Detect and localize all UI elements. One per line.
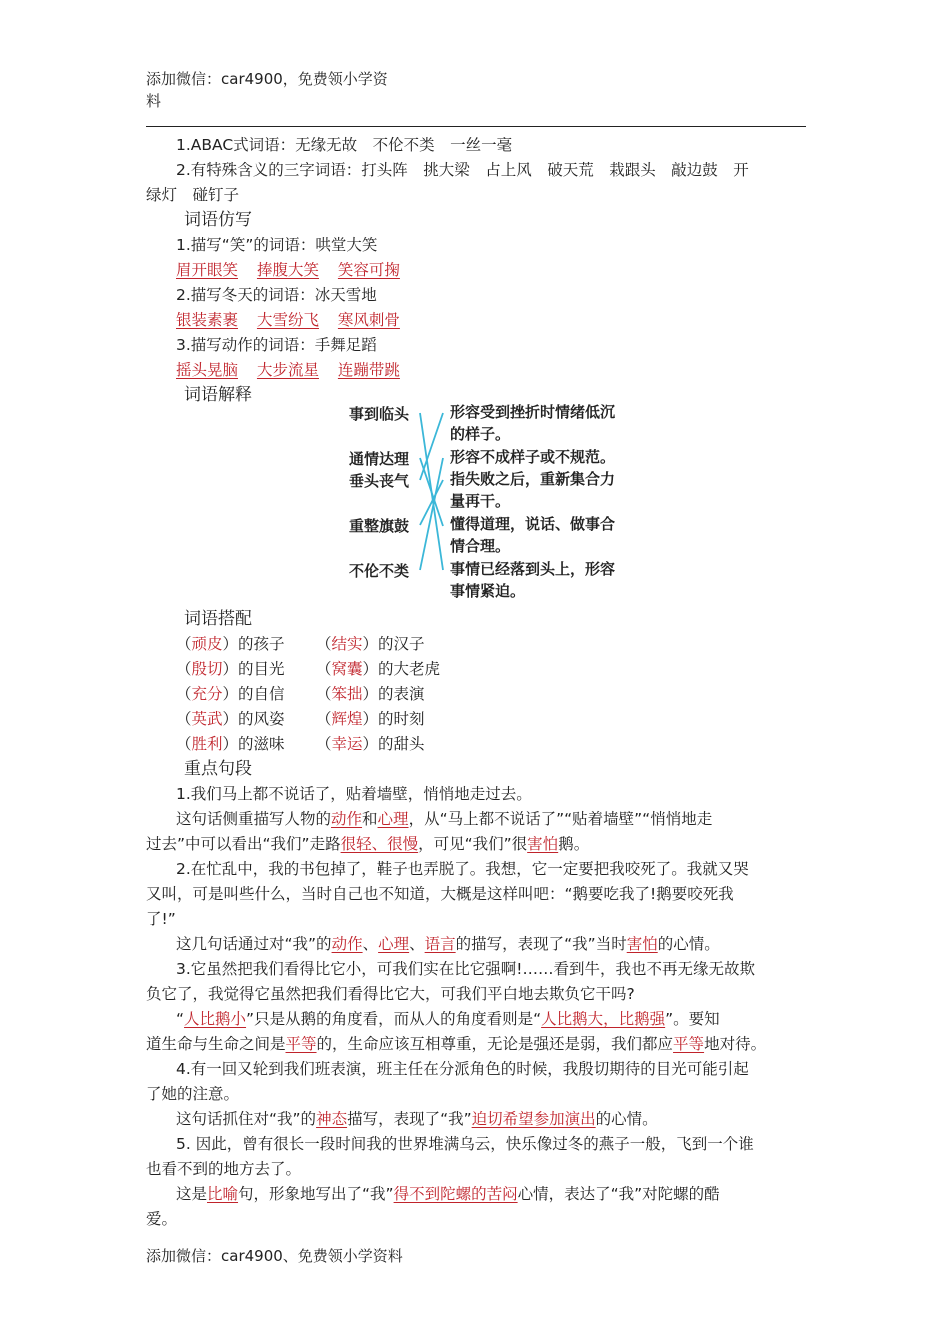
answer-word: 银装素裹 xyxy=(176,311,239,329)
sentence-2-end: 了!” xyxy=(146,910,176,928)
fill-word: 笨拙 xyxy=(331,685,363,703)
header-line-1: 添加微信：car4900，免费领小学资 xyxy=(146,70,388,88)
collocation-row: （充分）的自信 （笨拙）的表演 xyxy=(176,685,425,703)
special-words-a: 2.有特殊含义的三字词语：打头阵 挑大梁 占上风 破天荒 栽跟头 敲边鼓 开 xyxy=(176,161,749,179)
imitate-prompt-2: 2.描写冬天的词语：冰天雪地 xyxy=(176,286,377,304)
sentence-3-cont: 负它了，我觉得它虽然把我们看得比它大，可我们平白地去欺负它干吗? xyxy=(146,985,635,1003)
analysis-1-cont: 过去”中可以看出“我们”走路很轻、很慢，可见“我们”很害怕鹅。 xyxy=(146,835,590,853)
fill-word: 英武 xyxy=(191,710,223,728)
fill-word: 顽皮 xyxy=(191,635,223,653)
analysis-2: 这几句话通过对“我”的动作、心理、语言的描写，表现了“我”当时害怕的心情。 xyxy=(176,935,720,953)
fill-word: 充分 xyxy=(191,685,223,703)
sentence-4: 4.有一回又轮到我们班表演，班主任在分派角色的时候，我殷切期待的目光可能引起 xyxy=(176,1060,749,1078)
fill-tail: 的滋味 xyxy=(238,735,285,753)
fill-tail: 的时刻 xyxy=(378,710,425,728)
fill-word: 殷切 xyxy=(191,660,223,678)
abac-words: 1.ABAC式词语：无缘无故 不伦不类 一丝一毫 xyxy=(176,136,513,154)
imitate-prompt-1: 1.描写“笑”的词语：哄堂大笑 xyxy=(176,236,378,254)
match-line xyxy=(420,413,443,480)
fill-tail: 的自信 xyxy=(238,685,285,703)
imitate-answers-1 xyxy=(146,258,836,283)
match-right-line: 指失败之后，重新集合力 xyxy=(450,470,616,488)
matching-diagram xyxy=(345,398,640,608)
match-right-line: 形容不成样子或不规范。 xyxy=(450,448,616,466)
analysis-5-cont: 爱。 xyxy=(146,1210,178,1228)
key-title: 重点句段 xyxy=(184,759,252,779)
match-right-line: 事情紧迫。 xyxy=(450,582,526,600)
answer-word: 捧腹大笑 xyxy=(256,261,319,279)
answer-word: 寒风刺骨 xyxy=(337,311,400,329)
sentence-3: 3.它虽然把我们看得比它小，可我们实在比它强啊!……看到牛，我也不再无缘无故欺 xyxy=(176,960,756,978)
imitate-answers-2 xyxy=(146,308,836,333)
match-right-line: 事情已经落到头上，形容 xyxy=(450,560,616,578)
special-words-b: 绿灯 碰钉子 xyxy=(146,186,240,204)
imitate-prompt-3: 3.描写动作的词语：手舞足蹈 xyxy=(176,336,377,354)
sentence-5: 5. 因此，曾有很长一段时间我的世界堆满乌云，快乐像过冬的燕子一般，飞到一个谁 xyxy=(176,1135,754,1153)
answer-word: 连蹦带跳 xyxy=(337,361,400,379)
analysis-3: “人比鹅小”只是从鹅的角度看，而从人的角度看则是“人比鹅大，比鹅强”。要知 xyxy=(176,1010,720,1028)
fill-word: 幸运 xyxy=(331,735,363,753)
match-right-line: 懂得道理，说话、做事合 xyxy=(450,515,616,533)
fill-word: 窝囊 xyxy=(331,660,363,678)
match-left-2: 通情达理 xyxy=(349,450,410,468)
answer-word: 笑容可掬 xyxy=(337,261,400,279)
analysis-1: 这句话侧重描写人物的动作和心理，从“马上都不说话了”“贴着墙壁”“悄悄地走 xyxy=(176,810,713,828)
collocation-row: （殷切）的目光 （窝囊）的大老虎 xyxy=(176,660,441,678)
match-left-3: 垂头丧气 xyxy=(349,472,410,490)
fill-tail: 的风姿 xyxy=(238,710,285,728)
collocation-row: （英武）的风姿 （辉煌）的时刻 xyxy=(176,710,425,728)
imitate-title: 词语仿写 xyxy=(184,210,252,230)
sentence-2-cont: 又叫，可是叫些什么，当时自己也不知道，大概是这样叫吧：“鹅要吃我了!鹅要咬死我 xyxy=(146,885,734,903)
footer-note: 添加微信：car4900、免费领小学资料 xyxy=(146,1247,403,1265)
sentence-4-cont: 了她的注意。 xyxy=(146,1085,240,1103)
match-right-line: 情合理。 xyxy=(450,537,511,555)
match-right-line: 形容受到挫折时情绪低沉 xyxy=(450,403,616,421)
header-rule xyxy=(146,126,806,127)
sentence-5-cont: 也看不到的地方去了。 xyxy=(146,1160,302,1178)
match-right-line: 的样子。 xyxy=(450,425,511,443)
match-left-1: 事到临头 xyxy=(349,405,410,423)
fill-tail: 的汉子 xyxy=(378,635,425,653)
sentence-2: 2.在忙乱中，我的书包掉了，鞋子也弄脱了。我想，它一定要把我咬死了。我就又哭 xyxy=(176,860,749,878)
sentence-1: 1.我们马上都不说话了，贴着墙壁，悄悄地走过去。 xyxy=(176,785,532,803)
fill-word: 辉煌 xyxy=(331,710,363,728)
collocation-row: （顽皮）的孩子 （结实）的汉子 xyxy=(176,635,425,653)
fill-tail: 的表演 xyxy=(378,685,425,703)
answer-word: 大雪纷飞 xyxy=(256,311,319,329)
match-right-line: 量再干。 xyxy=(450,492,511,510)
fill-word: 胜利 xyxy=(191,735,223,753)
answer-word: 眉开眼笑 xyxy=(176,261,239,279)
collocation-title: 词语搭配 xyxy=(184,609,252,629)
fill-tail: 的目光 xyxy=(238,660,285,678)
imitate-answers-3 xyxy=(146,358,836,383)
answer-word: 大步流星 xyxy=(256,361,319,379)
answer-word: 摇头晃脑 xyxy=(176,361,239,379)
analysis-3-cont: 道生命与生命之间是平等的，生命应该互相尊重，无论是强还是弱，我们都应平等地对待。 xyxy=(146,1035,767,1053)
match-left-5: 不伦不类 xyxy=(349,562,410,580)
fill-word: 结实 xyxy=(331,635,363,653)
header-line-2: 料 xyxy=(146,92,162,110)
fill-tail: 的大老虎 xyxy=(378,660,441,678)
collocation-row: （胜利）的滋味 （幸运）的甜头 xyxy=(176,735,425,753)
analysis-5: 这是比喻句，形象地写出了“我”得不到陀螺的苦闷心情，表达了“我”对陀螺的酷 xyxy=(176,1185,720,1203)
match-left-4: 重整旗鼓 xyxy=(349,517,410,535)
analysis-4: 这句话抓住对“我”的神态描写，表现了“我”迫切希望参加演出的心情。 xyxy=(176,1110,658,1128)
explain-title: 词语解释 xyxy=(184,385,252,405)
fill-tail: 的甜头 xyxy=(378,735,425,753)
fill-tail: 的孩子 xyxy=(238,635,285,653)
